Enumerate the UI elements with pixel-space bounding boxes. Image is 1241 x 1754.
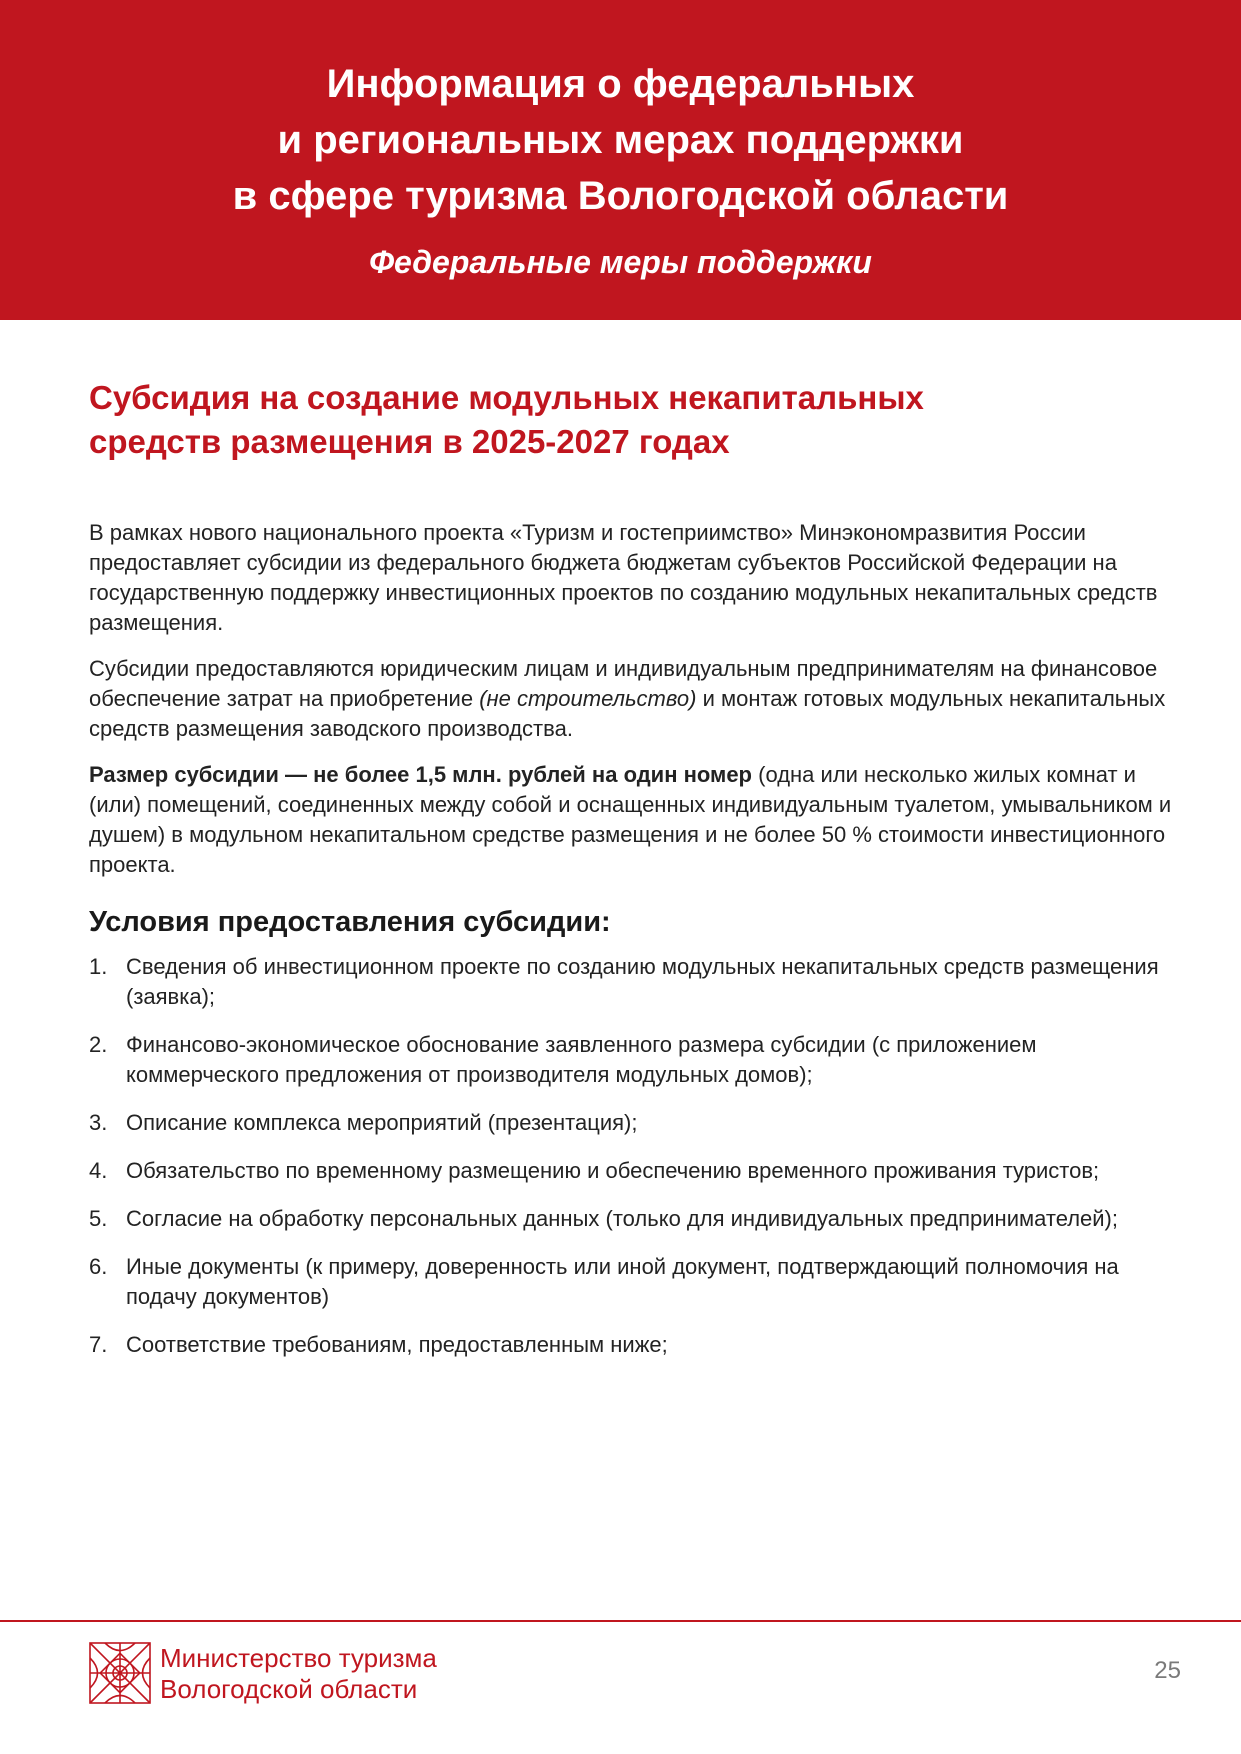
main-content [89, 376, 1179, 1378]
list-item [89, 1252, 1179, 1312]
list-item [89, 1330, 1179, 1360]
conditions-list [89, 952, 1179, 1360]
header-title-line-1: Информация о федеральных [326, 62, 915, 106]
list-item-number: 1. [89, 954, 108, 979]
intro-paragraph: В рамках нового национального проекта «Туризм и гостеприимство» Минэкономразвития России предоставляет субсидии из федерального бюджета бюджетам субъектов Российской Федерации на государственную поддержку инвестиционных проектов по созданию модульных некапитальных средств размещения. [89, 520, 1158, 635]
subsidy-amount-paragraph [89, 760, 1179, 880]
list-item-text: Согласие на обработку персональных данных (только для индивидуальных предпринимателей); [126, 1206, 1118, 1231]
list-item-number: 5. [89, 1206, 108, 1231]
page-number: 25 [1154, 1657, 1181, 1684]
list-item [89, 1108, 1179, 1138]
list-item [89, 1156, 1179, 1186]
recipients-paragraph [89, 654, 1179, 744]
recipients-italic-note: (не строительство) [479, 686, 697, 711]
list-item-text: Сведения об инвестиционном проекте по созданию модульных некапитальных средств размещения (заявка); [126, 954, 1159, 1009]
subsidy-amount-details: (одна или несколько жилых комнат и (или) помещений, соединенных между собой и оснащенных индивидуальным туалетом, умывальником и душем) в модульном некапитальном средстве размещения и не более 50 % стоимости инвестиционного проекта. [89, 762, 1172, 877]
section-title-line-2: средств размещения в 2025-2027 годах [89, 423, 730, 460]
list-item [89, 952, 1179, 1012]
section-title [89, 376, 1179, 464]
recipients-text-before: Субсидии предоставляются юридическим лицам и индивидуальным предпринимателям на финансовое обеспечение затрат на приобретение [89, 656, 1158, 711]
header-title-line-2: и региональных мерах поддержки [277, 118, 964, 162]
footer-org-line-2: Вологодской области [160, 1674, 418, 1704]
list-item-text: Обязательство по временному размещению и обеспечению временного проживания туристов; [126, 1158, 1100, 1183]
list-item-number: 4. [89, 1158, 108, 1183]
list-item-number: 7. [89, 1332, 108, 1357]
header-banner [0, 0, 1241, 320]
list-item [89, 1204, 1179, 1234]
list-item-number: 3. [89, 1110, 108, 1135]
footer-organization [160, 1643, 437, 1705]
list-item-text: Финансово-экономическое обоснование заявленного размера субсидии (с приложением коммерческого предложения от производителя модульных домов); [126, 1032, 1037, 1087]
list-item [89, 1030, 1179, 1090]
subsidy-amount-bold: Размер субсидии — не более 1,5 млн. рублей на один номер [89, 762, 752, 787]
footer-divider [0, 1620, 1241, 1622]
ministry-logo-icon [89, 1642, 151, 1704]
header-subtitle: Федеральные меры поддержки [369, 244, 872, 280]
recipients-text-after: и монтаж готовых модульных некапитальных средств размещения заводского производства. [89, 686, 1166, 741]
header-title-line-3: в сфере туризма Вологодской области [232, 174, 1009, 218]
list-item-text: Иные документы (к примеру, доверенность или иной документ, подтверждающий полномочия на подачу документов) [126, 1254, 1119, 1309]
list-item-text: Описание комплекса мероприятий (презентация); [126, 1110, 638, 1135]
conditions-title: Условия предоставления субсидии: [89, 906, 611, 938]
footer-org-line-1: Министерство туризма [160, 1643, 437, 1673]
list-item-text: Соответствие требованиям, предоставленным ниже; [126, 1332, 668, 1357]
list-item-number: 6. [89, 1254, 108, 1279]
list-item-number: 2. [89, 1032, 108, 1057]
section-title-line-1: Субсидия на создание модульных некапитальных [89, 379, 924, 416]
